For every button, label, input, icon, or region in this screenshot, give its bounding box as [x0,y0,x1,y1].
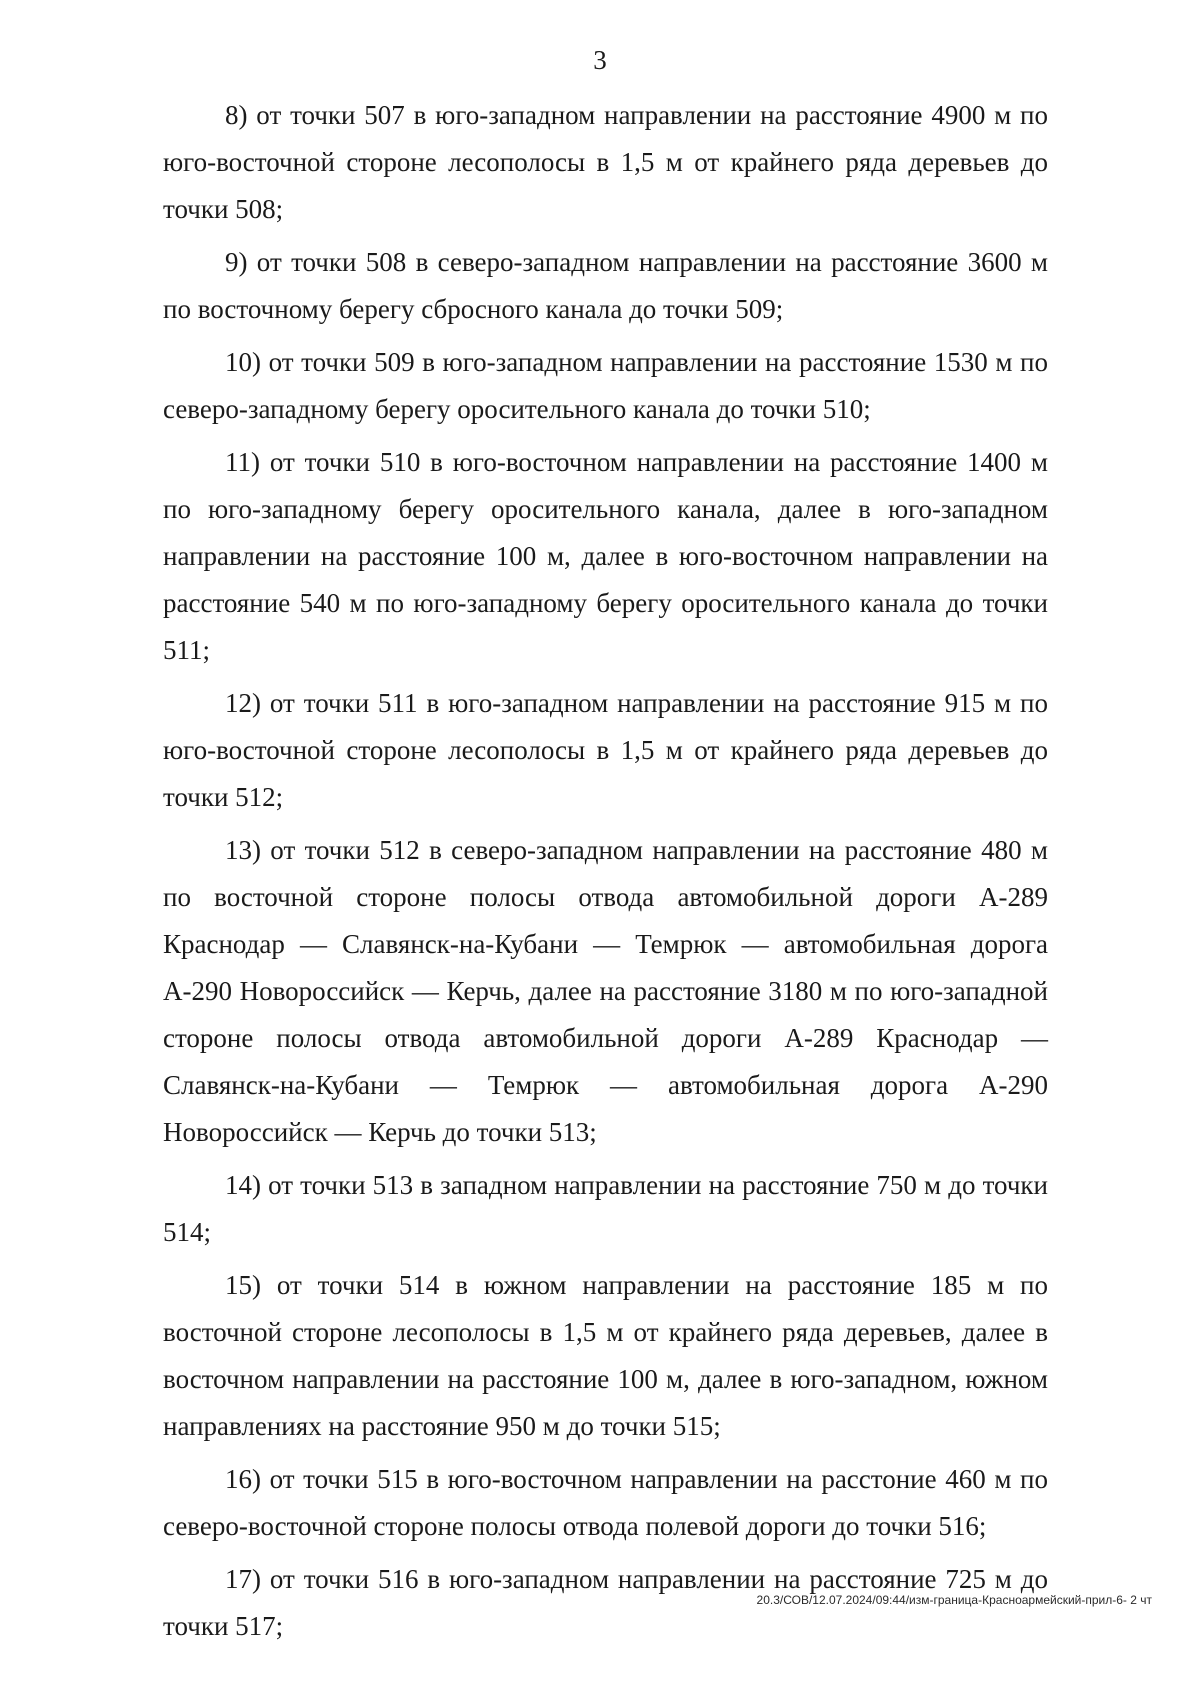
paragraph-item-17: 17) от точки 516 в юго-западном направлении на расстояние 725 м до точки 517; [163,1564,1048,1641]
paragraph-item-9: 9) от точки 508 в северо-западном направлении на расстояние 3600 м по восточному берегу сбросного канала до точки 509; [163,247,1048,324]
paragraph-item-16: 16) от точки 515 в юго-восточном направлении на расстоние 460 м по северо-восточной стороне полосы отвода полевой дороги до точки 516; [163,1464,1048,1541]
paragraph-item-8: 8) от точки 507 в юго-западном направлении на расстояние 4900 м по юго-восточной стороне лесополосы в 1,5 м от крайнего ряда деревьев до точки 508; [163,100,1048,224]
paragraph-item-14: 14) от точки 513 в западном направлении на расстояние 750 м до точки 514; [163,1170,1048,1247]
page-number: 3 [593,45,607,75]
paragraph-item-11: 11) от точки 510 в юго-восточном направлении на расстояние 1400 м по юго-западному берегу оросительного канала, далее в юго-западном направлении на расстояние 100 м, далее в юго-восточном направлении на расстояние 540 м по юго-западному берегу оросительного канала до точки 511; [163,447,1048,665]
paragraph-item-12: 12) от точки 511 в юго-западном направлении на расстояние 915 м по юго-восточной стороне лесополосы в 1,5 м от крайнего ряда деревьев до точки 512; [163,688,1048,812]
footer-document-code: 20.3/СОВ/12.07.2024/09:44/изм-граница-Красноармейский-прил-6- 2 чт [756,1593,1152,1607]
paragraph-item-13: 13) от точки 512 в северо-западном направлении на расстояние 480 м по восточной стороне полосы отвода автомобильной дороги А-289 Краснодар — Славянск-на-Кубани — Темрюк — автомобильная дорога А-290 Новороссийск — Керчь, далее на расстояние 3180 м по юго-западной стороне полосы отвода автомобильной дороги А-289 Краснодар — Славянск-на-Кубани — Темрюк — автомобильная дорога А-290 Новороссийск — Керчь до точки 513; [163,835,1048,1147]
paragraph-item-15: 15) от точки 514 в южном направлении на расстояние 185 м по восточной стороне лесополосы в 1,5 м от крайнего ряда деревьев, далее в восточном направлении на расстояние 100 м, далее в юго-западном, южном направлениях на расстояние 950 м до точки 515; [163,1270,1048,1441]
paragraph-item-10: 10) от точки 509 в юго-западном направлении на расстояние 1530 м по северо-западному берегу оросительного канала до точки 510; [163,347,1048,424]
document-body [163,92,1048,1656]
